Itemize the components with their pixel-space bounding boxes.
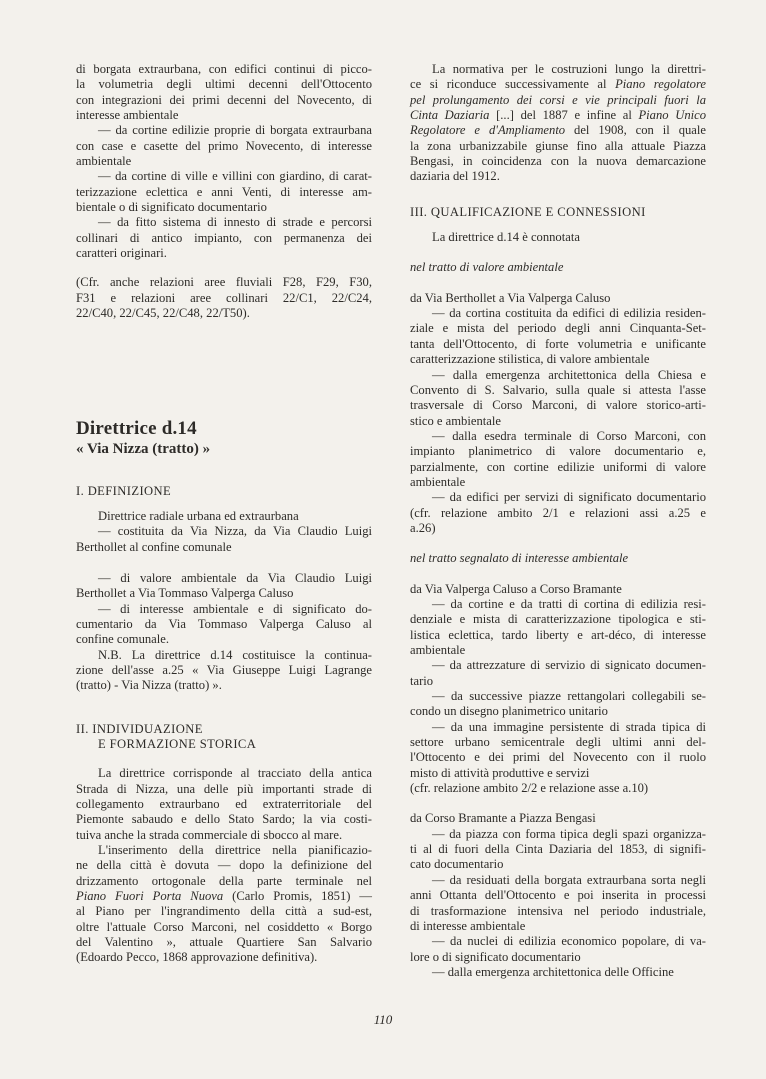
text-line: stico e ambientale	[410, 413, 501, 428]
right-column	[410, 62, 706, 980]
text-line: Berthollet a Via Tommaso Valperga Caluso	[76, 586, 294, 601]
text-line: — da cortine e da tratti di cortina di edilizia resi-	[432, 596, 706, 611]
text-line: ambientale	[76, 154, 132, 169]
cfr-paragraph	[76, 275, 372, 321]
text-line: impianto planimetrico di valore documentario e,	[410, 444, 706, 459]
text-line: Piemonte sabaudo e dello Stato Sardo; la via costi-	[76, 812, 372, 827]
text-line: anni Ottanta dell'Ottocento e poi inserita in processi	[410, 888, 706, 903]
definition-values-paragraph	[76, 571, 372, 648]
intro-paragraph	[76, 62, 372, 261]
text-line: (Cfr. anche relazioni aree fluviali F28, F29, F30,	[76, 275, 372, 290]
text-line: ne della città è dovuta — dopo la definizione del	[76, 858, 372, 873]
text-line: condo un disegno planimetrico unitario	[410, 704, 608, 719]
text-line: — dalla emergenza architettonica della Chiesa e	[432, 367, 706, 382]
text-line: trasversale di Corso Marconi, di valore storico-arti-	[410, 398, 706, 413]
text-line: ti al di fuori della Cinta Daziaria del 1853, di signifi-	[410, 842, 706, 857]
text-line: collinari di antico impianto, con permanenza dei	[76, 230, 372, 245]
text-line: drizzamento ortogonale della parte terminale nel	[76, 873, 372, 888]
text-line: — di valore ambientale da Via Claudio Luigi	[98, 570, 372, 585]
text-line: daziaria del 1912.	[410, 169, 500, 184]
text-line: — da una immagine persistente di strada tipica di	[432, 719, 706, 734]
block-berthollet-caluso	[410, 291, 706, 537]
text-line: N.B. La direttrice d.14 costituisce la continua-	[98, 647, 372, 662]
nb-paragraph	[76, 648, 372, 694]
left-column	[76, 62, 372, 966]
subsection-ambientale: nel tratto di valore ambientale	[410, 260, 564, 275]
text-line: La normativa per le costruzioni lungo la direttri-	[432, 62, 706, 76]
text-line: Berthollet al confine comunale	[76, 539, 232, 554]
text-line: Bengasi, in coincidenza con la nuova demarcazione	[410, 154, 706, 169]
history-paragraph-2	[76, 843, 372, 966]
text-line: di borgata extraurbana, con edifici continui di picco-	[76, 62, 372, 76]
text-line: oltre l'attuale Corso Marconi, nel cosiddetto « Borgo	[76, 919, 372, 934]
text-line: con integrazioni dei primi decenni del Novecento, di	[76, 92, 372, 107]
text-line: lore o di significato documentario	[410, 949, 581, 964]
block-caluso-bramante	[410, 582, 706, 797]
history-heading-line2: E FORMAZIONE STORICA	[98, 736, 257, 751]
text-line: — dalla emergenza architettonica delle Officine	[432, 964, 674, 979]
text-line: Convento di S. Salvario, sulla quale si attesta l'asse	[410, 382, 706, 397]
text-line: (cfr. relazione ambito 2/2 e relazione asse a.10)	[410, 781, 649, 796]
text-line: Piano Fuori Porta Nuova (Carlo Promis, 1851) —	[76, 889, 372, 904]
normativa-paragraph	[410, 62, 706, 185]
text-line: Direttrice radiale urbana ed extraurbana	[98, 508, 299, 523]
text-line: ce si riconduce successivamente al Piano regolatore	[410, 77, 706, 92]
text-line: — costituita da Via Nizza, da Via Claudio Luigi	[98, 524, 372, 539]
text-line: — da cortine di ville e villini con giardino, di carat-	[98, 169, 372, 184]
text-line: — da residuati della borgata extraurbana sorta negli	[432, 872, 706, 887]
text-line: tario	[410, 673, 434, 688]
text-line: settore urbano semicentrale degli ultimi anni del-	[410, 735, 706, 750]
text-line: di trasformazione intensiva nel periodo industriale,	[410, 903, 706, 918]
text-line: la zona urbanizzabile giunse fino alla attuale Piazza	[410, 138, 706, 153]
text-line: collegamento extraurbano ed extraterritoriale del	[76, 797, 372, 811]
text-line: F31 e relazioni aree collinari 22/C1, 22/C24,	[76, 290, 372, 305]
text-line: Strada di Nizza, una delle più importanti strade di	[76, 781, 372, 796]
page-number: 110	[373, 1012, 393, 1027]
history-paragraph-1	[76, 766, 372, 843]
text-line: caratterizzazione stilistica, di valore ambientale	[410, 352, 650, 367]
block-bramante-bengasi	[410, 811, 706, 980]
text-line: interesse ambientale	[76, 108, 179, 123]
text-line: — da piazza con forma tipica degli spazi organizza-	[432, 826, 706, 841]
text-line: da Corso Bramante a Piazza Bengasi	[410, 811, 596, 826]
text-line: a.26)	[410, 520, 436, 535]
text-line: denziale e mista di caratterizzazione tipologica e sti-	[410, 612, 706, 627]
text-line: parzialmente, con cortine edilizie uniformi di valore	[410, 459, 706, 474]
text-line: pel prolungamento dei corsi e vie principali fuori la	[410, 92, 706, 107]
text-line: — da fitto sistema di innesto di strade e percorsi	[98, 215, 372, 230]
text-line: — di interesse ambientale e di significato do-	[98, 601, 372, 616]
text-line: — da successive piazze rettangolari collegabili se-	[432, 689, 706, 704]
text-line: (tratto) - Via Nizza (tratto) ».	[76, 678, 222, 693]
text-line: — da attrezzature di servizio di signicato documen-	[432, 658, 706, 673]
text-line: cumentario da Via Tommaso Valperga Caluso al	[76, 616, 372, 631]
text-line: da Via Berthollet a Via Valperga Caluso	[410, 290, 611, 305]
text-line: l'Ottocento e dei primi del Novecento con il ruolo	[410, 750, 706, 765]
text-line: La direttrice corrisponde al tracciato della antica	[98, 766, 372, 781]
definition-heading: I. DEFINIZIONE	[76, 483, 172, 498]
history-heading-line1: II. INDIVIDUAZIONE	[76, 721, 203, 736]
section-subtitle: « Via Nizza (tratto) »	[76, 440, 211, 457]
text-line: terizzazione eclettica e anni Venti, di interesse am-	[76, 184, 372, 199]
text-line: la volumetria degli ultimi decenni dell'Ottocento	[76, 77, 372, 92]
text-line: bientale o di significato documentario	[76, 200, 267, 215]
text-line: ziale e mista del periodo degli anni Cinquanta-Set-	[410, 321, 706, 336]
text-line: tuiva anche la strada commerciale di sbocco al mare.	[76, 827, 343, 842]
text-line: (cfr. relazione ambito 2/1 e relazioni assi a.25 e	[410, 505, 706, 520]
text-line: di interesse ambientale	[410, 918, 526, 933]
text-line: tanta dell'Ottocento, di forte volumetria e unificante	[410, 336, 706, 351]
text-line: con case e casette del primo Novecento, di interesse	[76, 138, 372, 153]
text-line: Regolatore e d'Ampliamento del 1908, con il quale	[410, 123, 706, 138]
qualification-heading: III. QUALIFICAZIONE E CONNESSIONI	[410, 204, 646, 219]
text-line: (Edoardo Pecco, 1868 approvazione definitiva).	[76, 950, 318, 965]
definition-paragraph	[76, 509, 372, 555]
text-line: ambientale	[410, 643, 466, 657]
text-line: — da nuclei di edilizia economico popolare, di va-	[432, 934, 706, 949]
subsection-segnalato: nel tratto segnalato di interesse ambientale	[410, 551, 629, 566]
text-line: da Via Valperga Caluso a Corso Bramante	[410, 581, 622, 596]
text-line: confine comunale.	[76, 632, 170, 647]
text-line: cato documentario	[410, 857, 504, 872]
text-line: Cinta Daziaria [...] del 1887 e infine al Piano Unico	[410, 108, 706, 123]
qualification-intro: La direttrice d.14 è connotata	[432, 230, 580, 245]
text-line: zione dell'asse a.25 « Via Giuseppe Luigi Lagrange	[76, 662, 372, 677]
text-line: ambientale	[410, 474, 466, 489]
text-line: — da cortina costituita da edifici di edilizia residen-	[432, 306, 706, 321]
text-line: 22/C40, 22/C45, 22/C48, 22/T50).	[76, 306, 250, 321]
text-line: — da cortine edilizie proprie di borgata extraurbana	[98, 123, 372, 138]
text-line: — dalla esedra terminale di Corso Marconi, con	[432, 428, 706, 443]
text-line: misto di attività produttive e servizi	[410, 765, 590, 780]
text-line: L'inserimento della direttrice nella pianificazio-	[98, 843, 372, 858]
section-title: Direttrice d.14	[76, 417, 197, 439]
text-line: del Valentino », attuale Quartiere San Salvario	[76, 935, 372, 950]
text-line: listica eclettica, tardo liberty e art-déco, di interesse	[410, 627, 706, 642]
text-line: caratteri originari.	[76, 246, 167, 261]
text-line: — da edifici per servizi di significato documentario	[432, 490, 706, 505]
text-line: al Piano per l'ingrandimento della città a sud-est,	[76, 904, 372, 919]
